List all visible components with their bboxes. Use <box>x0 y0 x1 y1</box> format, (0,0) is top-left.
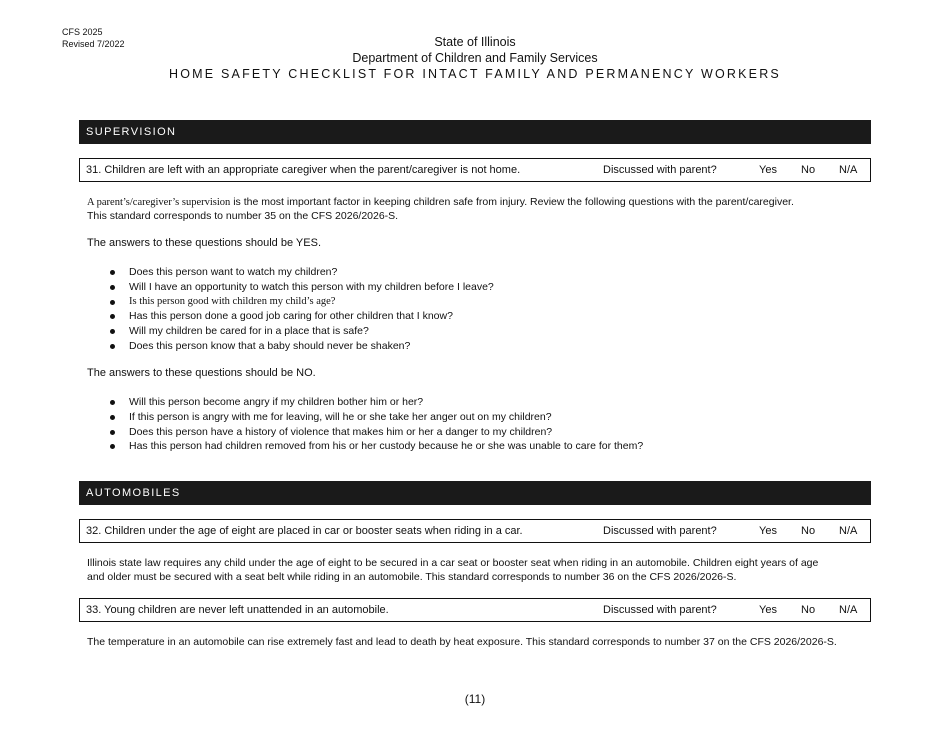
supervision-intro-lead: A parent’s/caregiver’s supervision <box>87 197 231 208</box>
list-item: Will I have an opportunity to watch this person with my children before I leave? <box>108 280 494 295</box>
question-32-yes-option[interactable]: Yes <box>759 525 777 537</box>
page-title: HOME SAFETY CHECKLIST FOR INTACT FAMILY AND PERMANENCY WORKERS <box>169 67 781 81</box>
no-questions-list <box>108 395 643 454</box>
list-item: Will my children be cared for in a place that is safe? <box>108 324 494 339</box>
supervision-intro-rest: is the most important factor in keeping children safe from injury. Review the following questions with the parent/caregiver. <box>230 196 794 208</box>
car-seat-note <box>87 557 877 584</box>
bullet-icon <box>110 285 115 290</box>
question-33-discussed-label: Discussed with parent? <box>603 604 717 616</box>
state-name: State of Illinois <box>434 35 516 49</box>
list-item: Has this person had children removed from his or her custody because he or she was unable to care for them? <box>108 439 643 454</box>
section-heading-supervision: SUPERVISION <box>79 120 871 144</box>
bullet-icon <box>110 415 115 420</box>
bullet-icon <box>110 430 115 435</box>
section-heading-automobiles: AUTOMOBILES <box>79 481 871 505</box>
list-item: Is this person good with children my child’s age? <box>108 295 494 310</box>
car-seat-note-line2: and older must be secured with a seat belt while riding in an automobile. This standard corresponds to number 36 on the CFS 2026/2026-S. <box>87 570 737 583</box>
list-item: Does this person know that a baby should never be shaken? <box>108 339 494 354</box>
question-32-na-option[interactable]: N/A <box>839 525 858 537</box>
question-31-no-option[interactable]: No <box>801 164 816 176</box>
bullet-icon <box>110 400 115 405</box>
bullet-icon <box>110 344 115 349</box>
question-31 <box>79 158 871 182</box>
yes-questions-lead: The answers to these questions should be YES. <box>87 237 321 249</box>
page-header <box>0 34 950 83</box>
bullet-icon <box>110 314 115 319</box>
bullet-icon <box>110 444 115 449</box>
bullet-icon <box>110 300 115 305</box>
supervision-intro-line2: This standard corresponds to number 35 on the CFS 2026/2026-S. <box>87 209 399 222</box>
question-33-na-option[interactable]: N/A <box>839 604 858 616</box>
question-31-text: 31. Children are left with an appropriate caregiver when the parent/caregiver is not home. <box>86 164 521 176</box>
form-code: CFS 2025 <box>62 27 103 37</box>
department-name: Department of Children and Family Services <box>352 51 598 65</box>
car-seat-note-line1: Illinois state law requires any child under the age of eight to be secured in a car seat or booster seat when riding in an automobile. Children eight years of age <box>87 557 819 569</box>
yes-questions-list <box>108 265 494 354</box>
form-revised: Revised 7/2022 <box>62 39 125 49</box>
list-item: Has this person done a good job caring for other children that I know? <box>108 309 494 324</box>
list-item: Will this person become angry if my children bother him or her? <box>108 395 643 410</box>
question-32-text: 32. Children under the age of eight are placed in car or booster seats when riding in a car. <box>86 525 523 537</box>
question-31-na-option[interactable]: N/A <box>839 164 858 176</box>
question-33-yes-option[interactable]: Yes <box>759 604 777 616</box>
question-32 <box>79 519 871 543</box>
question-33-text: 33. Young children are never left unattended in an automobile. <box>86 604 389 616</box>
no-questions-lead: The answers to these questions should be NO. <box>87 367 316 379</box>
list-item: Does this person have a history of violence that makes him or her a danger to my children? <box>108 425 643 440</box>
question-32-no-option[interactable]: No <box>801 525 816 537</box>
list-item: If this person is angry with me for leaving, will he or she take her anger out on my children? <box>108 410 643 425</box>
supervision-intro <box>87 196 877 223</box>
question-33 <box>79 598 871 622</box>
question-33-no-option[interactable]: No <box>801 604 816 616</box>
question-32-discussed-label: Discussed with parent? <box>603 525 717 537</box>
question-31-discussed-label: Discussed with parent? <box>603 164 717 176</box>
page-number: (11) <box>464 692 486 706</box>
list-item: Does this person want to watch my children? <box>108 265 494 280</box>
bullet-icon <box>110 329 115 334</box>
question-31-yes-option[interactable]: Yes <box>759 164 777 176</box>
unattended-note: The temperature in an automobile can rise extremely fast and lead to death by heat exposure. This standard corresponds to number 37 on the CFS 2026/2026-S. <box>87 636 837 648</box>
bullet-icon <box>110 270 115 275</box>
